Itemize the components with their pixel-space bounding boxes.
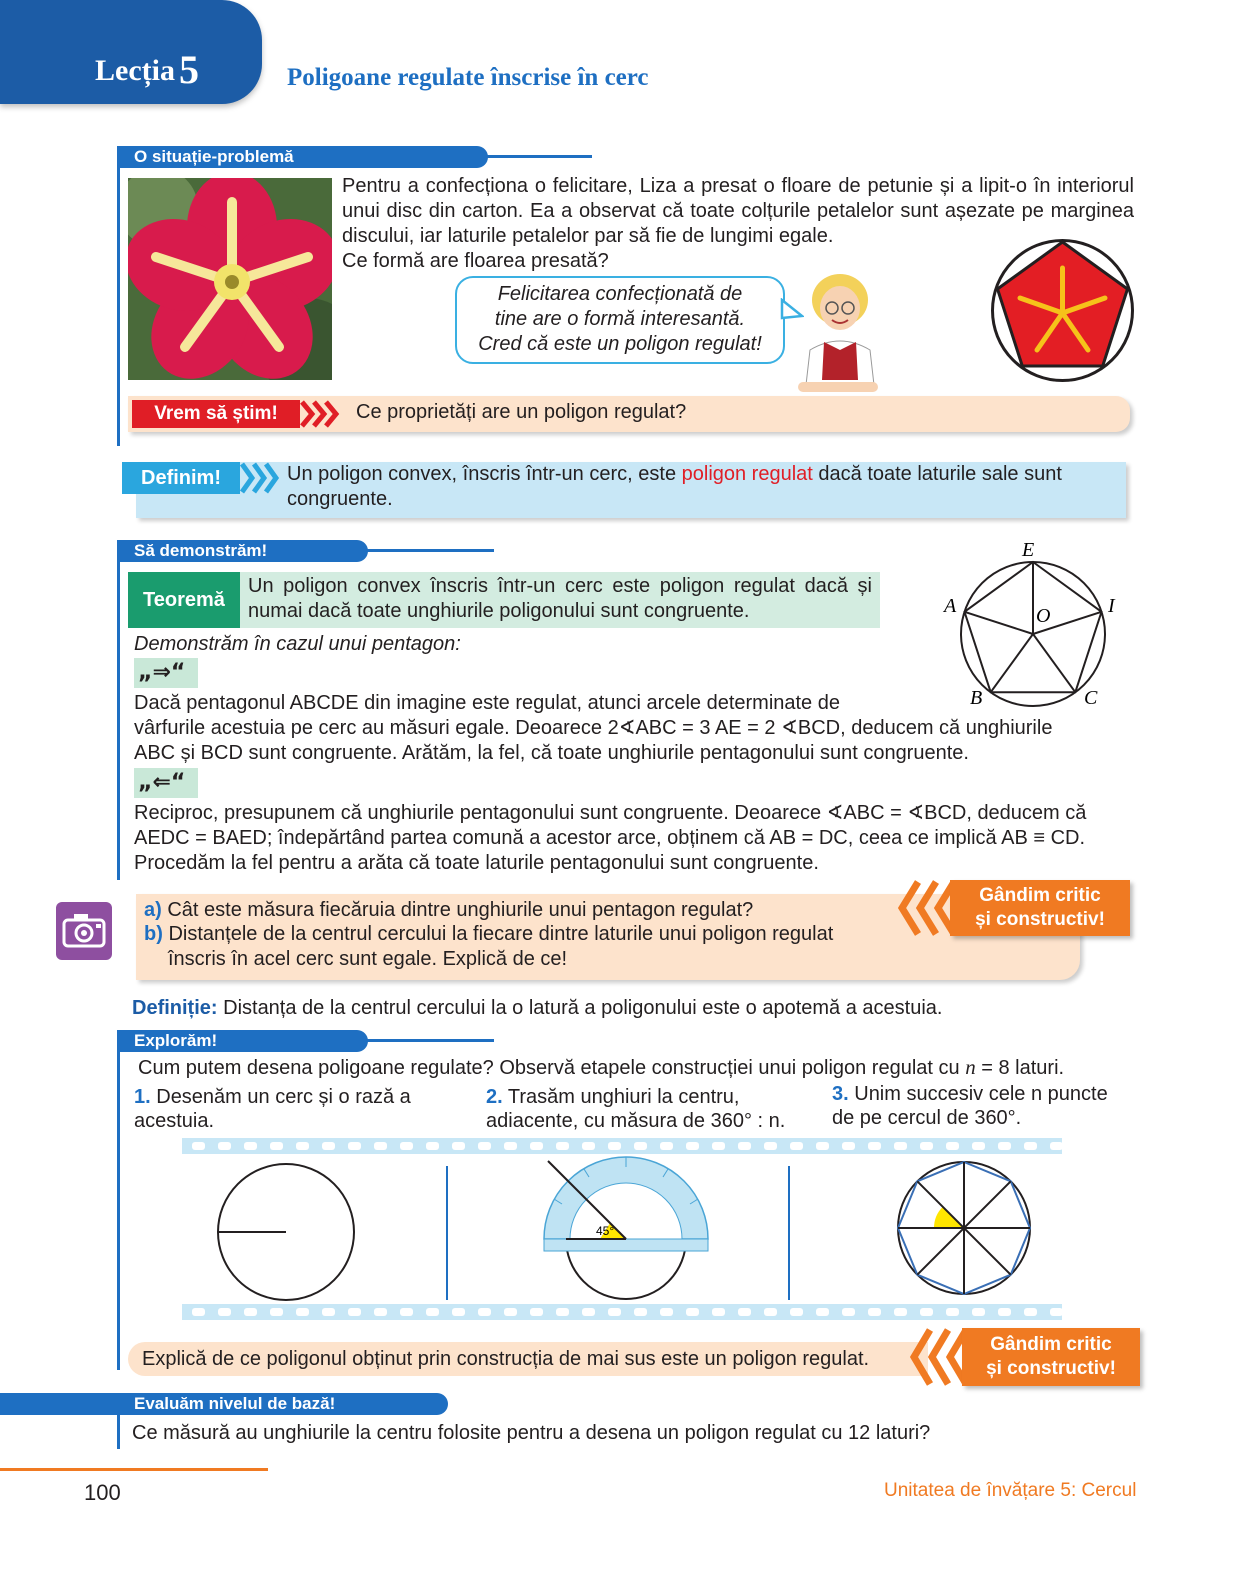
lesson-label-text: Lecția bbox=[95, 54, 175, 87]
speech-line: tine are o formă interesantă. bbox=[494, 308, 746, 330]
forward-proof-line: ABC și BCD sunt congruente. Arătăm, la fel, că toate unghiurile pentagonului sunt congruente. bbox=[134, 742, 969, 764]
film-hole bbox=[582, 1308, 595, 1316]
pentagon-figure bbox=[940, 540, 1126, 712]
film-hole bbox=[712, 1308, 725, 1316]
chevrons-icon bbox=[240, 462, 280, 494]
film-hole bbox=[192, 1308, 205, 1316]
film-hole bbox=[374, 1142, 387, 1150]
film-hole bbox=[244, 1142, 257, 1150]
film-hole bbox=[504, 1308, 517, 1316]
step-1-number: 1. bbox=[134, 1086, 151, 1108]
film-hole bbox=[764, 1142, 777, 1150]
film-hole bbox=[920, 1142, 933, 1150]
film-hole bbox=[192, 1142, 205, 1150]
speech-line: Cred că este un poligon regulat! bbox=[478, 333, 762, 355]
badge-line: Gândim critic bbox=[990, 1334, 1112, 1355]
film-hole bbox=[426, 1142, 439, 1150]
step-2-text: Trasăm unghiuri la centru, bbox=[502, 1086, 740, 1108]
film-hole bbox=[400, 1142, 413, 1150]
film-hole bbox=[946, 1142, 959, 1150]
backward-implication-tag: „⇐“ bbox=[134, 768, 198, 798]
film-hole bbox=[868, 1142, 881, 1150]
badge-line: și constructiv! bbox=[975, 909, 1105, 930]
film-hole bbox=[868, 1308, 881, 1316]
film-hole bbox=[296, 1142, 309, 1150]
vrem-sa-stim-label: Vrem să știm! bbox=[132, 400, 300, 428]
question-a bbox=[144, 898, 753, 923]
step-2-protractor-figure bbox=[540, 1155, 710, 1305]
film-hole bbox=[478, 1308, 491, 1316]
film-hole bbox=[816, 1142, 829, 1150]
chevrons-icon bbox=[300, 400, 344, 428]
step-1-continued: acestuia. bbox=[134, 1110, 215, 1132]
film-hole bbox=[998, 1142, 1011, 1150]
pentagon-card-illustration bbox=[990, 238, 1135, 383]
question-b-text: Distanțele de la centrul cercului la fiecare dintre laturile unui poligon regulat bbox=[168, 923, 834, 945]
question-b bbox=[144, 922, 833, 947]
petunia-photo bbox=[128, 178, 332, 380]
film-hole bbox=[972, 1308, 985, 1316]
footer-line bbox=[0, 1468, 268, 1471]
exploram-intro-before: Cum putem desena poligoane regulate? Observă etapele construcției unui poligon regulat cu bbox=[138, 1057, 966, 1079]
film-hole bbox=[322, 1308, 335, 1316]
film-hole bbox=[270, 1308, 283, 1316]
backward-proof-line: AEDC = BAED; îndepărtând partea comună a acestor arce, obținem că AB = DC, ceea ce implică AB ≡ CD. bbox=[134, 827, 1086, 849]
film-hole bbox=[712, 1142, 725, 1150]
film-hole bbox=[452, 1142, 465, 1150]
step-1-text: Desenăm un cerc și o rază a bbox=[150, 1086, 411, 1108]
film-hole bbox=[530, 1142, 543, 1150]
evaluam-banner: Evaluăm nivelul de bază! bbox=[0, 1393, 448, 1415]
badge-line: Gândim critic bbox=[979, 885, 1101, 906]
film-hole bbox=[1050, 1142, 1063, 1150]
step-2-continued: adiacente, cu măsura de 360° : n. bbox=[486, 1110, 786, 1132]
film-hole bbox=[790, 1308, 803, 1316]
film-hole bbox=[478, 1142, 491, 1150]
demonstram-banner: Să demonstrăm! bbox=[118, 540, 368, 562]
vrem-sa-stim-question: Ce proprietăți are un poligon regulat? bbox=[356, 401, 687, 423]
evaluam-question: Ce măsură au unghiurile la centru folosite pentru a desena un poligon regulat cu 12 laturi? bbox=[132, 1422, 931, 1444]
film-hole bbox=[842, 1308, 855, 1316]
film-hole bbox=[426, 1308, 439, 1316]
film-hole bbox=[1024, 1308, 1037, 1316]
film-hole bbox=[686, 1308, 699, 1316]
film-hole bbox=[686, 1142, 699, 1150]
situation-banner: O situație-problemă bbox=[118, 146, 488, 168]
forward-proof-line: Dacă pentagonul ABCDE din imagine este regulat, atunci arcele determinate de bbox=[134, 692, 840, 714]
film-hole bbox=[296, 1308, 309, 1316]
speech-bubble bbox=[455, 276, 785, 364]
critical-thinking-badge-2 bbox=[962, 1328, 1140, 1386]
film-hole bbox=[920, 1308, 933, 1316]
film-hole bbox=[842, 1142, 855, 1150]
theorem-label: Teoremă bbox=[128, 572, 240, 628]
speech-line: Felicitarea confecționată de bbox=[497, 283, 743, 305]
step-3-number: 3. bbox=[832, 1083, 849, 1105]
film-hole bbox=[1024, 1142, 1037, 1150]
film-hole bbox=[738, 1308, 751, 1316]
evaluam-side-line bbox=[117, 1393, 120, 1449]
exploram-intro-math: n bbox=[965, 1055, 976, 1079]
film-hole bbox=[1050, 1308, 1063, 1316]
lesson-number: 5 bbox=[178, 47, 199, 92]
definim-label: Definim! bbox=[122, 462, 240, 494]
boy-character-illustration bbox=[788, 270, 888, 400]
question-b-continued: înscris în acel cerc sunt egale. Explică de ce! bbox=[168, 948, 568, 970]
step-3 bbox=[832, 1082, 1108, 1107]
backward-proof-line: Reciproc, presupunem că unghiurile pentagonului sunt congruente. Deoarece ∢ABC = ∢BCD, deducem că bbox=[134, 802, 1087, 824]
step-2 bbox=[486, 1085, 739, 1110]
question-b-label: b) bbox=[144, 923, 163, 945]
definim-text bbox=[287, 462, 1123, 512]
exploram-banner-line bbox=[362, 1039, 494, 1042]
exploram-intro-after: = 8 laturi. bbox=[975, 1057, 1065, 1079]
theorem-text: Un poligon convex înscris într-un cerc este poligon regulat dacă și numai dacă toate unghiurile poligonului sunt congruente. bbox=[240, 572, 880, 628]
chevrons-left-icon bbox=[898, 880, 956, 936]
exploram-banner: Explorăm! bbox=[118, 1030, 368, 1052]
unit-title: Unitatea de învățare 5: Cercul bbox=[884, 1480, 1137, 1501]
film-strip-bottom bbox=[182, 1304, 1062, 1320]
camera-icon bbox=[56, 902, 112, 960]
film-hole bbox=[660, 1142, 673, 1150]
center-label-o: O bbox=[1036, 605, 1051, 627]
film-hole bbox=[738, 1142, 751, 1150]
chevrons-left-icon bbox=[908, 1328, 968, 1386]
step-3-continued: de pe cercul de 360°. bbox=[832, 1107, 1022, 1129]
lesson-title: Poligoane regulate înscrise în cerc bbox=[287, 64, 649, 91]
film-hole bbox=[582, 1142, 595, 1150]
badge-line: și constructiv! bbox=[986, 1358, 1116, 1379]
film-strip-top bbox=[182, 1138, 1062, 1154]
film-hole bbox=[244, 1308, 257, 1316]
step-1-circle-figure bbox=[212, 1158, 360, 1306]
forward-implication-tag: „⇒“ bbox=[134, 658, 198, 688]
question-a-label: a) bbox=[144, 899, 162, 921]
vertex-label-c: C bbox=[1084, 687, 1098, 709]
film-hole bbox=[452, 1308, 465, 1316]
film-hole bbox=[556, 1308, 569, 1316]
film-hole bbox=[608, 1308, 621, 1316]
film-hole bbox=[946, 1308, 959, 1316]
film-hole bbox=[608, 1142, 621, 1150]
step-separator bbox=[788, 1166, 790, 1300]
film-hole bbox=[322, 1142, 335, 1150]
film-hole bbox=[972, 1142, 985, 1150]
exploram-intro bbox=[138, 1055, 1064, 1081]
film-hole bbox=[660, 1308, 673, 1316]
vertex-label-e: E bbox=[1022, 540, 1035, 561]
situation-text: Pentru a confecționa o felicitare, Liza a presat o floare de petunie și a lipit-o în interiorul unui disc din carton. Ea a observat că toate colțurile petalelor sunt așezate pe marginea discului, iar laturile petalelor par să fie de lungimi egale. bbox=[342, 175, 1134, 247]
question-a-text: Cât este măsura fiecăruia dintre unghiurile unui pentagon regulat? bbox=[167, 899, 754, 921]
lesson-label bbox=[95, 46, 199, 93]
vertex-label-i: I bbox=[1108, 595, 1115, 617]
film-hole bbox=[894, 1308, 907, 1316]
situation-side-line bbox=[117, 146, 120, 446]
film-hole bbox=[400, 1308, 413, 1316]
film-hole bbox=[530, 1308, 543, 1316]
film-hole bbox=[218, 1308, 231, 1316]
page-number: 100 bbox=[84, 1480, 121, 1505]
demonstram-side-line bbox=[117, 540, 120, 880]
vertex-label-b: B bbox=[970, 687, 983, 709]
demonstram-intro: Demonstrăm în cazul unui pentagon: bbox=[134, 633, 461, 655]
backward-proof-line: Procedăm la fel pentru a arăta că toate laturile pentagonului sunt congruente. bbox=[134, 852, 819, 874]
step-3-text: Unim succesiv cele n puncte bbox=[848, 1083, 1108, 1105]
critical-thinking-badge bbox=[950, 880, 1130, 936]
exploram-side-line bbox=[117, 1030, 120, 1370]
critic-2-text: Explică de ce poligonul obținut prin construcția de mai sus este un poligon regulat. bbox=[142, 1348, 870, 1370]
film-hole bbox=[374, 1308, 387, 1316]
demonstram-banner-line bbox=[362, 549, 494, 552]
definitie bbox=[132, 996, 942, 1021]
film-hole bbox=[348, 1308, 361, 1316]
film-hole bbox=[894, 1142, 907, 1150]
film-hole bbox=[270, 1142, 283, 1150]
film-hole bbox=[556, 1142, 569, 1150]
definim-highlight: poligon regulat bbox=[681, 463, 813, 485]
film-hole bbox=[764, 1308, 777, 1316]
film-hole bbox=[998, 1308, 1011, 1316]
definim-text-after: dacă toate laturile sale sunt congruente. bbox=[287, 463, 1062, 510]
film-hole bbox=[790, 1142, 803, 1150]
step-3-octagon-figure bbox=[894, 1158, 1034, 1298]
film-hole bbox=[816, 1308, 829, 1316]
definitie-text: Distanța de la centrul cercului la o latură a poligonului este o apotemă a acestuia. bbox=[217, 997, 943, 1019]
step-separator bbox=[446, 1166, 448, 1300]
vertex-label-a: A bbox=[944, 595, 957, 617]
definim-text-before: Un poligon convex, înscris într-un cerc, este bbox=[287, 463, 682, 485]
film-hole bbox=[634, 1142, 647, 1150]
situation-banner-line bbox=[480, 155, 592, 158]
forward-proof-line: vârfurile acestuia pe cerc au măsuri egale. Deoarece 2∢ABC = 3 AE = 2 ∢BCD, deducem că unghiurile bbox=[134, 717, 1053, 739]
step-2-number: 2. bbox=[486, 1086, 503, 1108]
step-1 bbox=[134, 1085, 411, 1110]
film-hole bbox=[348, 1142, 361, 1150]
film-hole bbox=[218, 1142, 231, 1150]
definitie-label: Definiție: bbox=[132, 997, 218, 1019]
film-hole bbox=[504, 1142, 517, 1150]
situation-question: Ce formă are floarea presată? bbox=[342, 250, 609, 272]
angle-label: 45° bbox=[596, 1224, 615, 1238]
film-hole bbox=[634, 1308, 647, 1316]
